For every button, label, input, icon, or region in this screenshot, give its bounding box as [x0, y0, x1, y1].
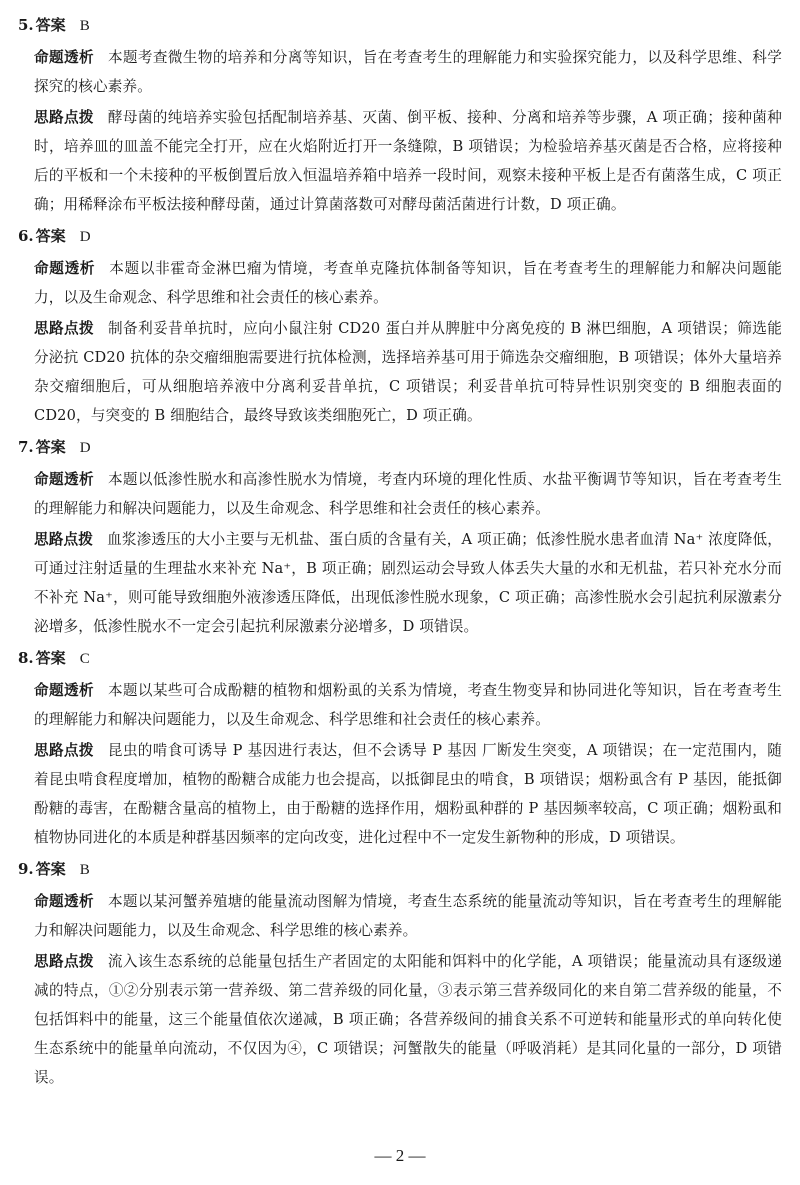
- answer-value: B: [79, 862, 90, 878]
- hint-label: 思路点拨: [34, 320, 95, 337]
- analysis-paragraph: [18, 254, 782, 312]
- hint-paragraph: [18, 736, 782, 852]
- analysis-paragraph: [18, 887, 782, 945]
- question-header: [18, 14, 782, 37]
- question-6: [18, 225, 782, 430]
- hint-text: 制备利妥昔单抗时，应向小鼠注射 CD20 蛋白并从脾脏中分离免疫的 B 淋巴细胞，A 项错误；筛选能分泌抗 CD20 抗体的杂交瘤细胞需要进行抗体检测，选择培养基可用于筛选杂交瘤细胞，B 项错误；体外大量培养杂交瘤细胞后，可从细胞培养液中分离利妥昔单抗，C 项错误；利妥昔单抗可特异性识别突变的 B 细胞表面的 CD20，与突变的 B 细胞结合，最终导致该类细胞死亡，D 项正确。: [34, 320, 782, 424]
- hint-label: 思路点拨: [34, 531, 94, 548]
- analysis-text: 本题以低渗性脱水和高渗性脱水为情境，考查内环境的理化性质、水盐平衡调节等知识，旨在考查考生的理解能力和解决问题能力，以及生命观念、科学思维和社会责任的核心素养。: [34, 471, 782, 517]
- analysis-paragraph: [18, 43, 782, 101]
- hint-paragraph: [18, 525, 782, 641]
- question-number: 8.: [18, 649, 34, 667]
- question-8: [18, 647, 782, 852]
- hint-label: 思路点拨: [34, 742, 94, 759]
- analysis-text: 本题以某河蟹养殖塘的能量流动图解为情境，考查生态系统的能量流动等知识，旨在考查考生的理解能力和解决问题能力，以及生命观念、科学思维的核心素养。: [34, 893, 782, 939]
- question-7: [18, 436, 782, 641]
- analysis-label: 命题透析: [34, 260, 96, 277]
- hint-label: 思路点拨: [34, 953, 94, 970]
- answer-label: 答案: [35, 227, 66, 245]
- hint-text: 血浆渗透压的大小主要与无机盐、蛋白质的含量有关，A 项正确；低渗性脱水患者血清 Na⁺ 浓度降低，可通过注射适量的生理盐水来补充 Na⁺，B 项正确；剧烈运动会导致人体丢失大量的水和无机盐，若只补充水分而不补充 Na⁺，则可能导致细胞外液渗透压降低，出现低渗性脱水现象，C 项正确；高渗性脱水会引起抗利尿激素分泌增多，低渗性脱水不一定会引起抗利尿激素分泌增多，D 项错误。: [34, 531, 783, 635]
- hint-text: 酵母菌的纯培养实验包括配制培养基、灭菌、倒平板、接种、分离和培养等步骤，A 项正确；接种菌种时，培养皿的皿盖不能完全打开，应在火焰附近打开一条缝隙，B 项错误；为检验培养基灭菌是否合格，应将接种后的平板和一个未接种的平板倒置后放入恒温培养箱中培养一段时间，观察未接种平板上是否有菌落生成，C 项正确；用稀释涂布平板法接种酵母菌，通过计算菌落数可对酵母菌活菌进行计数，D 项正确。: [34, 109, 782, 213]
- analysis-label: 命题透析: [34, 893, 94, 910]
- analysis-text: 本题考查微生物的培养和分离等知识，旨在考查考生的理解能力和实验探究能力，以及科学思维、科学探究的核心素养。: [34, 49, 782, 95]
- question-header: [18, 225, 782, 248]
- hint-paragraph: [18, 314, 782, 430]
- analysis-paragraph: [18, 465, 782, 523]
- hint-text: 昆虫的啃食可诱导 P 基因进行表达，但不会诱导 P 基因 厂断发生突变，A 项错误；在一定范围内，随着昆虫啃食程度增加，植物的酚糖合成能力也会提高，以抵御昆虫的啃食，B 项错误；烟粉虱含有 P 基因，能抵御酚糖的毒害，在酚糖含量高的植物上，由于酚糖的选择作用，烟粉虱种群的 P 基因频率较高，C 项正确；烟粉虱和植物协同进化的本质是种群基因频率的定向改变，进化过程中不一定发生新物种的形成，D 项错误。: [34, 742, 782, 846]
- answer-label: 答案: [35, 860, 66, 878]
- answer-label: 答案: [35, 649, 66, 667]
- question-9: [18, 858, 782, 1092]
- hint-text: 流入该生态系统的总能量包括生产者固定的太阳能和饵料中的化学能，A 项错误；能量流动具有逐级递减的特点，①②分别表示第一营养级、第二营养级的同化量，③表示第三营养级同化的来自第二营养级的能量，不包括饵料中的能量，这三个能量值依次递减，B 项正确；各营养级间的捕食关系不可逆转和能量形式的单向转化使生态系统中的能量单向流动，不仅因为④，C 项错误；河蟹散失的能量（呼吸消耗）是其同化量的一部分，D 项错误。: [34, 953, 782, 1086]
- question-number: 9.: [18, 860, 34, 878]
- answer-label: 答案: [35, 16, 66, 34]
- question-header: [18, 647, 782, 670]
- answer-value: C: [79, 651, 90, 667]
- analysis-text: 本题以非霍奇金淋巴瘤为情境，考查单克隆抗体制备等知识，旨在考查考生的理解能力和解决问题能力，以及生命观念、科学思维和社会责任的核心素养。: [34, 260, 782, 306]
- answer-value: B: [79, 18, 90, 34]
- analysis-paragraph: [18, 676, 782, 734]
- question-header: [18, 436, 782, 459]
- page-number: — 2 —: [374, 1146, 426, 1165]
- answer-value: D: [79, 229, 91, 245]
- hint-paragraph: [18, 103, 782, 219]
- analysis-label: 命题透析: [34, 682, 94, 699]
- question-header: [18, 858, 782, 881]
- analysis-label: 命题透析: [34, 471, 94, 488]
- question-number: 5.: [18, 16, 34, 34]
- answer-value: D: [79, 440, 91, 456]
- analysis-text: 本题以某些可合成酚糖的植物和烟粉虱的关系为情境，考查生物变异和协同进化等知识，旨在考查考生的理解能力和解决问题能力，以及生命观念、科学思维和社会责任的核心素养。: [34, 682, 782, 728]
- question-number: 7.: [18, 438, 34, 456]
- answer-label: 答案: [35, 438, 66, 456]
- analysis-label: 命题透析: [34, 49, 94, 66]
- hint-label: 思路点拨: [34, 109, 94, 126]
- question-5: [18, 14, 782, 219]
- question-number: 6.: [18, 227, 34, 245]
- hint-paragraph: [18, 947, 782, 1092]
